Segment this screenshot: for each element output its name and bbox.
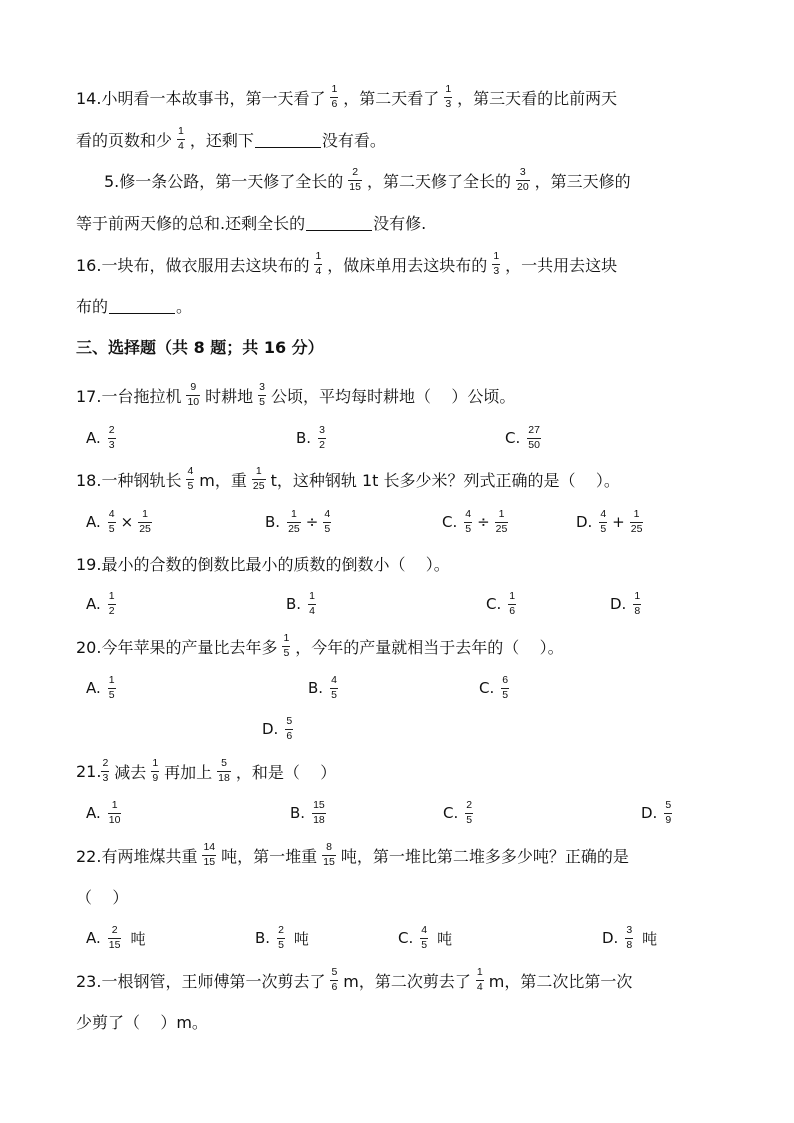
q23-stem bbox=[76, 960, 632, 1000]
fraction: $\frac{9}{10}$ bbox=[187, 380, 200, 408]
q19-stem bbox=[76, 543, 450, 583]
fraction: $\frac{1}{8}$ bbox=[634, 589, 641, 617]
q21-option-b[interactable]: B. $\frac{15}{18}$ bbox=[290, 798, 325, 826]
answer-blank[interactable] bbox=[306, 214, 372, 231]
fraction: $\frac{1}{6}$ bbox=[509, 589, 516, 617]
q21-text: 减去 bbox=[114, 762, 147, 782]
answer-blank[interactable] bbox=[255, 131, 321, 148]
q22-line2 bbox=[76, 876, 128, 916]
q20-option-b[interactable]: B. $\frac{4}{5}$ bbox=[308, 673, 337, 701]
fraction: $\frac{2}{3}$ bbox=[108, 423, 115, 451]
q14-line2 bbox=[76, 119, 386, 159]
q20-option-c[interactable]: C. $\frac{6}{5}$ bbox=[479, 673, 509, 701]
operator: × bbox=[120, 513, 134, 531]
fraction: $\frac{4}{5}$ bbox=[108, 507, 115, 535]
q20-option-d[interactable]: D. $\frac{5}{6}$ bbox=[262, 714, 293, 742]
q21-text: 再加上 bbox=[164, 762, 213, 782]
q23-text: m，第二次比第一次 bbox=[488, 971, 633, 991]
fraction: $\frac{2}{15}$ bbox=[108, 923, 121, 951]
fraction: $\frac{5}{9}$ bbox=[665, 798, 672, 826]
q23-text: 少剪了（ ）m。 bbox=[76, 1012, 208, 1032]
fraction: $\frac{15}{18}$ bbox=[313, 798, 325, 826]
q22-text: 吨，第一堆比第二堆多多少吨？正确的是 bbox=[340, 846, 629, 866]
q15-text: 5.修一条公路，第一天修了全长的 bbox=[104, 171, 344, 191]
q22-option-c[interactable]: C. $\frac{4}{5}$ 吨 bbox=[398, 923, 453, 951]
q19-text: 19.最小的合数的倒数比最小的质数的倒数小（ ）。 bbox=[76, 554, 450, 574]
q20-stem bbox=[76, 626, 564, 666]
fraction: $\frac{1}{2}$ bbox=[108, 589, 115, 617]
fraction: $\frac{4}{5}$ bbox=[324, 507, 331, 535]
q16-text: ，做床单用去这块布的 bbox=[327, 255, 488, 275]
q17-option-a[interactable]: A. $\frac{2}{3}$ bbox=[86, 423, 115, 451]
q21-option-c[interactable]: C. $\frac{2}{5}$ bbox=[443, 798, 473, 826]
fraction: $\frac{1}{25}$ bbox=[288, 507, 300, 535]
answer-blank[interactable] bbox=[109, 297, 175, 314]
q18-option-d[interactable]: D. $\frac{4}{5}$ + $\frac{1}{25}$ bbox=[576, 507, 643, 535]
fraction: $\frac{1}{5}$ bbox=[283, 631, 290, 659]
q22-text: 吨，第一堆重 bbox=[221, 846, 318, 866]
fraction: $\frac{1}{4}$ bbox=[315, 249, 322, 277]
q17-text: 17.一台拖拉机 bbox=[76, 386, 182, 406]
fraction: $\frac{4}{5}$ bbox=[600, 507, 607, 535]
q18-text: m，重 bbox=[199, 470, 247, 490]
fraction: $\frac{3}{2}$ bbox=[319, 423, 325, 451]
q16-text: 布的 bbox=[76, 296, 109, 316]
q16-text: 。 bbox=[176, 296, 193, 316]
fraction: $\frac{1}{25}$ bbox=[630, 507, 643, 535]
q15-text: 没有修. bbox=[373, 213, 427, 233]
q16-line2 bbox=[76, 285, 192, 325]
q21-option-a[interactable]: A. $\frac{1}{10}$ bbox=[86, 798, 121, 826]
fraction: $\frac{27}{50}$ bbox=[528, 423, 540, 451]
fraction: $\frac{1}{25}$ bbox=[139, 507, 151, 535]
fraction: $\frac{2}{5}$ bbox=[466, 798, 473, 826]
fraction: $\frac{2}{3}$ bbox=[102, 756, 109, 784]
q21-stem bbox=[76, 751, 336, 791]
q15-line1 bbox=[104, 160, 631, 200]
q15-line2 bbox=[76, 202, 426, 242]
unit-label: 吨 bbox=[437, 929, 453, 948]
fraction: $\frac{1}{4}$ bbox=[476, 965, 483, 993]
q14-text: ，第三天看的比前两天 bbox=[457, 88, 618, 108]
operator: ÷ bbox=[477, 513, 490, 531]
operator: ÷ bbox=[305, 513, 319, 531]
q23-text: 23.一根钢管，王师傅第一次剪去了 bbox=[76, 971, 326, 991]
fraction: $\frac{1}{25}$ bbox=[252, 464, 265, 492]
fraction: $\frac{1}{5}$ bbox=[108, 673, 115, 701]
q16-text: 16.一块布，做衣服用去这块布的 bbox=[76, 255, 310, 275]
fraction: $\frac{5}{6}$ bbox=[331, 965, 338, 993]
q22-stem bbox=[76, 835, 629, 875]
q18-option-c[interactable]: C. $\frac{4}{5}$ ÷ $\frac{1}{25}$ bbox=[442, 507, 508, 535]
q20-text: ，今年的产量就相当于去年的（ ）。 bbox=[295, 637, 564, 657]
q17-option-b[interactable]: B. $\frac{3}{2}$ bbox=[296, 423, 325, 451]
fraction: $\frac{4}{5}$ bbox=[187, 464, 194, 492]
q23-text: m，第二次剪去了 bbox=[343, 971, 471, 991]
q22-option-d[interactable]: D. $\frac{3}{8}$ 吨 bbox=[602, 923, 658, 951]
q21-text: ，和是（ ） bbox=[235, 762, 337, 782]
q15-text: 等于前两天修的总和.还剩全长的 bbox=[76, 213, 306, 233]
q18-option-b[interactable]: B. $\frac{1}{25}$ ÷ $\frac{4}{5}$ bbox=[265, 507, 331, 535]
q17-text: 公顷，平均每时耕地（ ）公顷。 bbox=[271, 386, 516, 406]
q14-text: 14.小明看一本故事书，第一天看了 bbox=[76, 88, 326, 108]
fraction: $\frac{2}{15}$ bbox=[349, 165, 361, 193]
q14-text: 没有看。 bbox=[321, 130, 386, 150]
q14-line1 bbox=[76, 77, 617, 117]
q15-text: ，第三天修的 bbox=[534, 171, 631, 191]
q17-text: 时耕地 bbox=[205, 386, 254, 406]
q14-text: ，还剩下 bbox=[189, 130, 254, 150]
unit-label: 吨 bbox=[642, 929, 658, 948]
fraction: $\frac{1}{4}$ bbox=[309, 589, 315, 617]
fraction: $\frac{1}{4}$ bbox=[178, 124, 184, 152]
fraction: $\frac{3}{5}$ bbox=[259, 380, 265, 408]
q18-stem bbox=[76, 459, 620, 499]
q14-text: 看的页数和少 bbox=[76, 130, 173, 150]
q19-option-d[interactable]: D. $\frac{1}{8}$ bbox=[610, 589, 641, 617]
fraction: $\frac{2}{5}$ bbox=[278, 923, 284, 951]
fraction: $\frac{1}{25}$ bbox=[495, 507, 508, 535]
q19-option-b[interactable]: B. $\frac{1}{4}$ bbox=[286, 589, 315, 617]
q15-text: ，第二天修了全长的 bbox=[366, 171, 511, 191]
fraction: $\frac{5}{6}$ bbox=[286, 714, 293, 742]
fraction: $\frac{5}{18}$ bbox=[218, 756, 230, 784]
fraction: $\frac{14}{15}$ bbox=[203, 840, 216, 868]
q21-text: 21. bbox=[76, 761, 102, 781]
section-title: 三、选择题（共 8 题；共 16 分） bbox=[76, 337, 324, 357]
fraction: $\frac{4}{5}$ bbox=[421, 923, 428, 951]
operator: + bbox=[612, 513, 625, 531]
q23-line2 bbox=[76, 1001, 208, 1041]
q18-option-a[interactable]: A. $\frac{4}{5}$ × $\frac{1}{25}$ bbox=[86, 507, 151, 535]
q22-option-a[interactable]: A. $\frac{2}{15}$ 吨 bbox=[86, 923, 146, 951]
q16-text: ，一共用去这块 bbox=[505, 255, 618, 275]
unit-label: 吨 bbox=[130, 929, 146, 948]
q19-option-a[interactable]: A. $\frac{1}{2}$ bbox=[86, 589, 115, 617]
q22-text: 22.有两堆煤共重 bbox=[76, 846, 198, 866]
unit-label: 吨 bbox=[293, 929, 309, 948]
fraction: $\frac{8}{15}$ bbox=[323, 840, 335, 868]
fraction: $\frac{1}{6}$ bbox=[331, 82, 338, 110]
fraction: $\frac{1}{9}$ bbox=[152, 756, 159, 784]
fraction: $\frac{4}{5}$ bbox=[331, 673, 337, 701]
q22-text: （ ） bbox=[76, 887, 129, 907]
fraction: $\frac{3}{20}$ bbox=[516, 165, 529, 193]
fraction: $\frac{1}{3}$ bbox=[493, 249, 500, 277]
q17-option-c[interactable]: C. $\frac{27}{50}$ bbox=[505, 423, 540, 451]
q16-line1 bbox=[76, 244, 617, 284]
fraction: $\frac{6}{5}$ bbox=[502, 673, 509, 701]
q20-option-a[interactable]: A. $\frac{1}{5}$ bbox=[86, 673, 115, 701]
q19-option-c[interactable]: C. $\frac{1}{6}$ bbox=[486, 589, 516, 617]
fraction: $\frac{1}{10}$ bbox=[108, 798, 121, 826]
q22-option-b[interactable]: B. $\frac{2}{5}$ 吨 bbox=[255, 923, 309, 951]
q20-text: 20.今年苹果的产量比去年多 bbox=[76, 637, 278, 657]
q21-option-d[interactable]: D. $\frac{5}{9}$ bbox=[641, 798, 672, 826]
fraction: $\frac{4}{5}$ bbox=[465, 507, 472, 535]
q17-stem bbox=[76, 375, 515, 415]
q18-text: 18.一种钢轨长 bbox=[76, 470, 182, 490]
fraction: $\frac{1}{3}$ bbox=[445, 82, 452, 110]
fraction: $\frac{3}{8}$ bbox=[626, 923, 633, 951]
q14-text: ，第二天看了 bbox=[343, 88, 440, 108]
q18-text: t，这种钢轨 1t 长多少米？列式正确的是（ ）。 bbox=[270, 470, 620, 490]
